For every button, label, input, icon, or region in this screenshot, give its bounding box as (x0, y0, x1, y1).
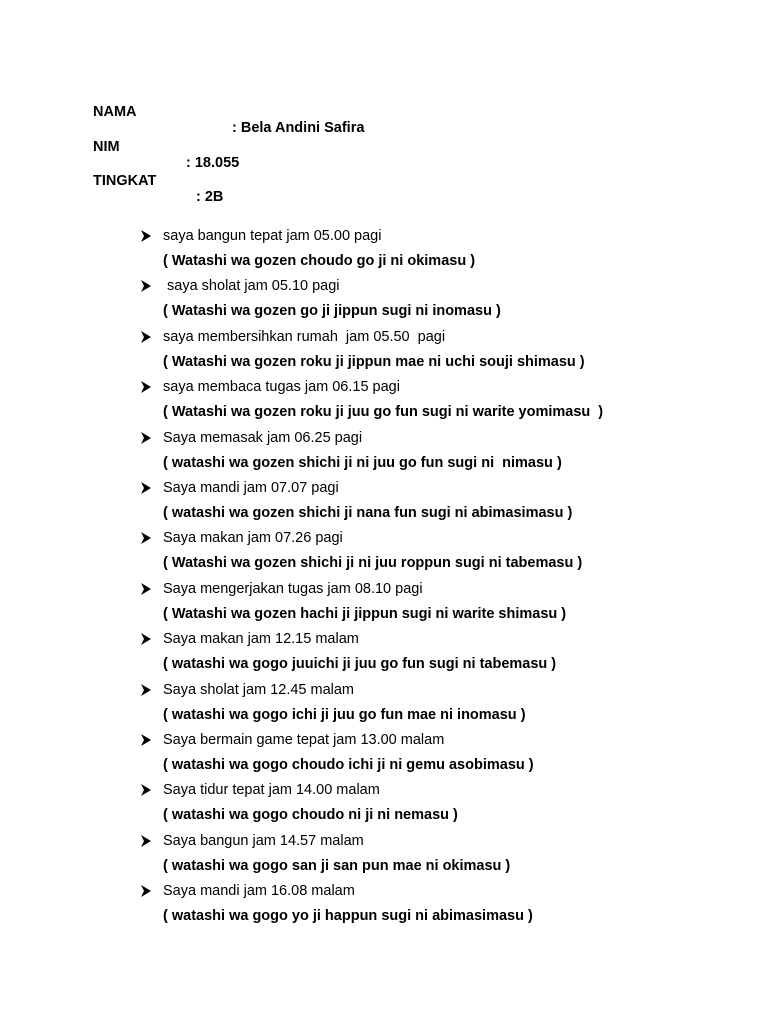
arrow-bullet-icon (140, 279, 152, 293)
activity-text: Saya bermain game tepat jam 13.00 malam (163, 732, 445, 748)
list-item (140, 480, 740, 530)
list-item (140, 278, 740, 328)
activity-translation: ( watashi wa gogo san ji san pun mae ni okimasu ) (163, 857, 511, 874)
list-item (140, 682, 740, 732)
activity-text: saya membaca tugas jam 06.15 pagi (163, 379, 400, 396)
activity-translation: ( Watashi wa gozen roku ji juu go fun sugi ni warite yomimasu ) (163, 404, 604, 421)
activity-text: saya membersihkan rumah jam 05.50 pagi (163, 328, 446, 345)
list-item (140, 379, 740, 429)
arrow-bullet-icon (140, 431, 152, 445)
nim-label: NIM (93, 139, 120, 155)
activity-translation: ( watashi wa gogo ichi ji juu go fun mae ni inomasu ) (163, 706, 526, 723)
activity-translation: ( watashi wa gogo choudo ichi ji ni gemu asobimasu ) (163, 757, 534, 773)
activity-text: Saya mandi jam 07.07 pagi (163, 480, 339, 496)
activity-translation: ( watashi wa gogo juuichi ji juu go fun sugi ni tabemasu ) (163, 656, 557, 673)
activity-text: Saya makan jam 12.15 malam (163, 631, 359, 648)
activity-text: Saya makan jam 07.26 pagi (163, 530, 343, 547)
list-item (140, 631, 740, 681)
arrow-bullet-icon (140, 330, 152, 344)
activity-text: Saya mengerjakan tugas jam 08.10 pagi (163, 580, 423, 597)
activity-translation: ( Watashi wa gozen go ji jippun sugi ni inomasu ) (163, 303, 501, 320)
arrow-bullet-icon (140, 229, 152, 243)
activity-translation: ( Watashi wa gozen shichi ji ni juu roppun sugi ni tabemasu ) (163, 555, 583, 572)
list-item (140, 732, 740, 782)
arrow-bullet-icon (140, 632, 152, 646)
list-item (140, 228, 740, 278)
activity-text: saya sholat jam 05.10 pagi (163, 278, 340, 295)
list-item (140, 530, 740, 580)
list-item (140, 782, 740, 832)
nama-value: : Bela Andini Safira (232, 120, 365, 136)
arrow-bullet-icon (140, 783, 152, 797)
arrow-bullet-icon (140, 582, 152, 596)
tingkat-value: : 2B (196, 189, 224, 205)
tingkat-label: TINGKAT (93, 173, 157, 189)
activity-translation: ( watashi wa gozen shichi ji nana fun sugi ni abimasimasu ) (163, 505, 573, 521)
list-item (140, 883, 740, 933)
arrow-bullet-icon (140, 531, 152, 545)
list-item (140, 581, 740, 631)
tingkat-row (0, 157, 768, 205)
activity-translation: ( Watashi wa gozen choudo go ji ni okimasu ) (163, 253, 476, 269)
arrow-bullet-icon (140, 884, 152, 898)
activity-text: Saya tidur tepat jam 14.00 malam (163, 782, 380, 799)
activity-text: Saya mandi jam 16.08 malam (163, 883, 355, 900)
activity-text: Saya memasak jam 06.25 pagi (163, 429, 363, 446)
activity-translation: ( Watashi wa gozen roku ji jippun mae ni uchi souji shimasu ) (163, 353, 585, 370)
arrow-bullet-icon (140, 733, 152, 747)
activity-text: Saya sholat jam 12.45 malam (163, 681, 355, 698)
list-item (140, 329, 740, 379)
nim-value: : 18.055 (186, 155, 240, 171)
activity-translation: ( watashi wa gogo yo ji happun sugi ni abimasimasu ) (163, 908, 533, 925)
arrow-bullet-icon (140, 683, 152, 697)
activity-translation: ( Watashi wa gozen hachi ji jippun sugi ni warite shimasu ) (163, 605, 567, 622)
arrow-bullet-icon (140, 380, 152, 394)
activity-text: saya bangun tepat jam 05.00 pagi (163, 228, 382, 244)
arrow-bullet-icon (140, 834, 152, 848)
nama-label: NAMA (93, 104, 137, 120)
activity-text: Saya bangun jam 14.57 malam (163, 832, 364, 849)
arrow-bullet-icon (140, 481, 152, 495)
list-item (140, 833, 740, 883)
list-item (140, 430, 740, 480)
activity-translation: ( watashi wa gogo choudo ni ji ni nemasu ) (163, 807, 458, 824)
activity-translation: ( watashi wa gozen shichi ji ni juu go fun sugi ni nimasu ) (163, 454, 562, 471)
